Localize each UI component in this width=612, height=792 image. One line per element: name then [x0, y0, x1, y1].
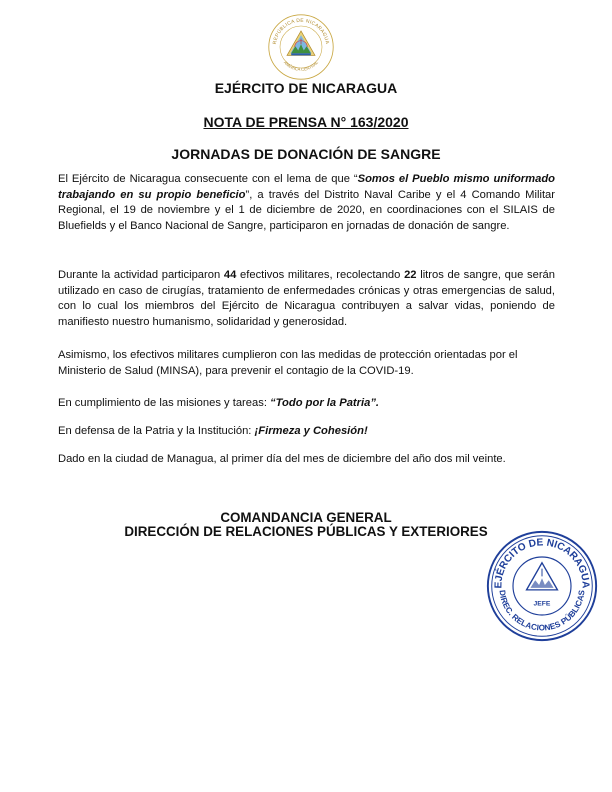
paragraph-4 — [58, 396, 555, 412]
paragraph-1-text-a: El Ejército de Nicaragua consecuente con el lema de que “ — [58, 173, 358, 185]
military-personnel-count: 44 — [223, 269, 237, 281]
paragraph-2-text-a: Durante la actividad participaron — [58, 269, 224, 281]
stamp-text-top: EJÉRCITO DE NICARAGUA — [493, 537, 591, 589]
paragraph-3: Asimismo, los efectivos militares cumplieron con las medidas de protección orientadas por el Ministerio de Salud (MINSA), para prevenir el contagio de la COVID-19. — [58, 349, 518, 377]
paragraph-2 — [58, 268, 555, 330]
svg-text:AMÉRICA CENTRAL — [283, 59, 320, 71]
organization-name: EJÉRCITO DE NICARAGUA — [214, 80, 398, 96]
paragraph-2-text-b: efectivos militares, recolectando — [236, 269, 405, 281]
stamp-text-bottom: DIREC. RELACIONES PÚBLICAS — [497, 589, 587, 633]
seal-text-bottom: AMÉRICA CENTRAL — [282, 59, 320, 72]
signature-line-2: DIRECCIÓN DE RELACIONES PÚBLICAS Y EXTERIORES — [124, 524, 488, 539]
blood-liters-count: 22 — [404, 269, 417, 281]
paragraph-1 — [58, 172, 555, 234]
paragraph-5 — [58, 424, 555, 440]
nicaragua-coat-of-arms-seal — [266, 12, 336, 82]
army-motto-quote: Somos el Pueblo mismo uniformado trabajando en su propio beneficio — [58, 173, 555, 201]
official-stamp — [484, 528, 600, 644]
paragraph-4-text-a: En cumplimiento de las misiones y tareas: — [58, 397, 271, 409]
paragraph-1-text-b: ”, a través del Distrito Naval Caribe y el 4 Comando Militar Regional, el 19 de noviembre y el 1 de diciembre de 2020, en coordinaciones con el SILAIS de Bluefields y el Banco Nacional de Sangre, participaron en jornadas de donación de sangre. — [58, 188, 556, 232]
motto-todo-por-la-patria: “Todo por la Patria”. — [270, 397, 380, 409]
seal-text-top: REPÚBLICA DE NICARAGUA — [272, 18, 330, 45]
paragraph-6-date-line: Dado en la ciudad de Managua, al primer día del mes de diciembre del año dos mil veinte. — [58, 453, 506, 465]
press-title: JORNADAS DE DONACIÓN DE SANGRE — [171, 146, 441, 162]
press-note-number: NOTA DE PRENSA N° 163/2020 — [203, 114, 409, 130]
paragraph-5-text-a: En defensa de la Patria y la Institución: — [58, 425, 255, 437]
motto-firmeza-y-cohesion: ¡Firmeza y Cohesión! — [254, 425, 368, 437]
paragraph-2-text-c: litros de sangre, que serán utilizado en caso de cirugías, tratamiento de enfermedades crónicas y otras emergencias de salud, con lo cual los miembros del Ejército de Nicaragua contribuyen a salvar vidas, poniendo de manifiesto nuestro humanismo, solidaridad y generosidad. — [58, 269, 555, 328]
stamp-role: JEFE — [533, 600, 551, 608]
signature-line-1: COMANDANCIA GENERAL — [220, 510, 392, 525]
